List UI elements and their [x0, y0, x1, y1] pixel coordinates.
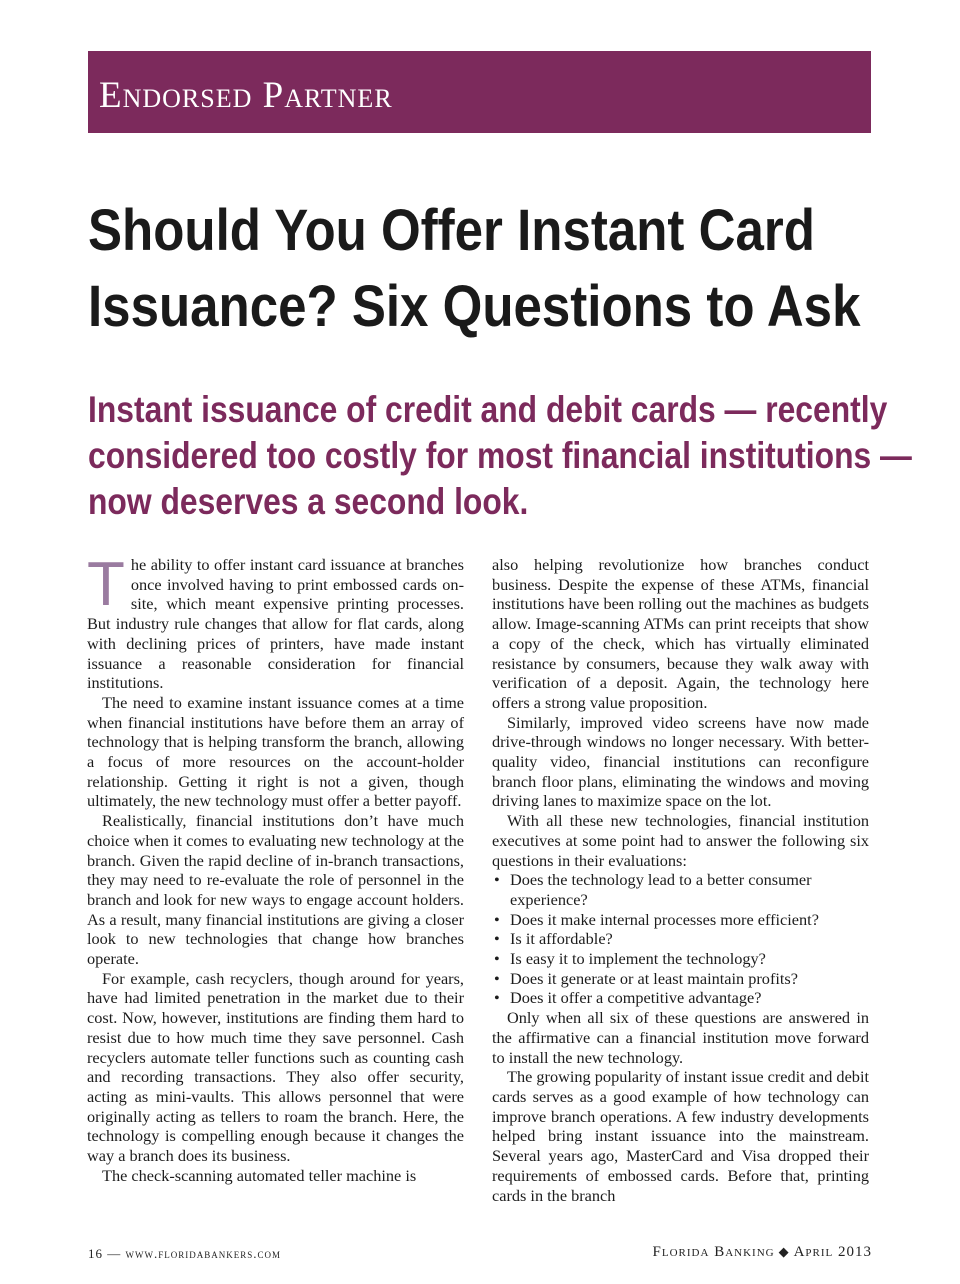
- body-column-left: [87, 550, 464, 1186]
- body-paragraph: With all these new technologies, financial institution executives at some point had to answer the following six questions in their evaluations:: [492, 811, 869, 870]
- body-paragraph: Realistically, financial institutions don’t have much choice when it comes to evaluating new technology at the branch. Given the rapid decline of in-branch transactions, they may need to re-evaluate the role of personnel in the branch and look for new ways to engage account holders. As a result, many financial institutions are giving a closer look to new technologies that change how branches operate.: [87, 811, 464, 969]
- body-paragraph: For example, cash recyclers, though around for years, have had limited penetration in the market due to their cost. Now, however, institutions are finding them hard to resist due to how much time they save personnel. Cash recyclers automate teller functions such as counting cash and recording transactions. They also offer security, acting as mini-vaults. This allows personnel that were originally acting as tellers to roam the branch. Here, the technology is compelling enough because it changes the way a branch does its business.: [87, 968, 464, 1166]
- deck-line-2: considered too costly for most financial institutions —: [88, 435, 912, 476]
- body-paragraph: The need to examine instant issuance comes at a time when financial institutions have before them an array of technology that is helping transform the branch, allowing a focus of more resources on the account-holder relationship. Getting it right is not a given, though ultimately, the new technology must offer a better payoff.: [87, 692, 464, 811]
- body-paragraph: The growing popularity of instant issue credit and debit cards serves as a good example of how technology can improve branch operations. A few industry developments helped bring instant issuance into the mainstream. Several years ago, MasterCard and Visa dropped their requirements of embossed cards. Before that, printing cards in the branch: [492, 1067, 869, 1205]
- question-list: [492, 870, 869, 1008]
- list-item: • Does it make internal processes more efficient?: [492, 910, 869, 930]
- body-paragraph: also helping revolutionize how branches conduct business. Despite the expense of these ATMs, financial institutions have been rolling out the machines as budgets allow. Image-scanning ATMs can print receipts that show a copy of the check, which has virtually eliminated resistance by consumers, because they walk away with verification of a deposit. Again, the technology here offers a strong value proposition.: [492, 555, 869, 712]
- list-item: • Does it offer a competitive advantage?: [492, 988, 869, 1008]
- headline-line-2: Issuance? Six Questions to Ask: [88, 274, 861, 339]
- page-footer-left: 16 — www.floridabankers.com: [88, 1246, 281, 1261]
- section-label: Endorsed Partner: [99, 75, 393, 116]
- section-banner: [88, 51, 871, 133]
- body-paragraph: The ability to offer instant card issuance at branches once involved having to print embossed cards on-site, which meant expensive printing processes. But industry rule changes that allow for flat cards, along with declining prices of printers, have made instant issuance a reasonable consideration for financial institutions.: [87, 550, 464, 693]
- headline-line-1: Should You Offer Instant Card: [88, 198, 815, 263]
- body-paragraph: The check-scanning automated teller machine is: [102, 1165, 417, 1185]
- deck-line-3: now deserves a second look.: [88, 481, 529, 522]
- list-item: • Is it affordable?: [492, 929, 869, 949]
- body-paragraph: Only when all six of these questions are answered in the affirmative can a financial institution move forward to install the new technology.: [492, 1008, 869, 1067]
- body-column-right: [492, 555, 869, 1205]
- article-deck: [88, 387, 912, 525]
- issue-date: April 2013: [793, 1244, 872, 1260]
- deck-line-1: Instant issuance of credit and debit cards — recently: [88, 389, 888, 430]
- drop-cap: T: [87, 550, 125, 619]
- body-paragraph: Similarly, improved video screens have now made drive-through windows no longer necessary. With better-quality video, financial institutions can reconfigure branch floor plans, eliminating the windows and moving driving lanes to maximize space on the lot.: [492, 712, 869, 811]
- publication-name: Florida Banking: [652, 1244, 775, 1260]
- article-headline: [88, 193, 861, 345]
- diamond-icon: ◆: [778, 1244, 790, 1259]
- list-item: • Does the technology lead to a better consumer experience?: [492, 870, 869, 909]
- page-footer-right: [653, 1244, 872, 1261]
- list-item: • Is easy it to implement the technology?: [492, 949, 869, 969]
- list-item: • Does it generate or at least maintain profits?: [492, 969, 869, 989]
